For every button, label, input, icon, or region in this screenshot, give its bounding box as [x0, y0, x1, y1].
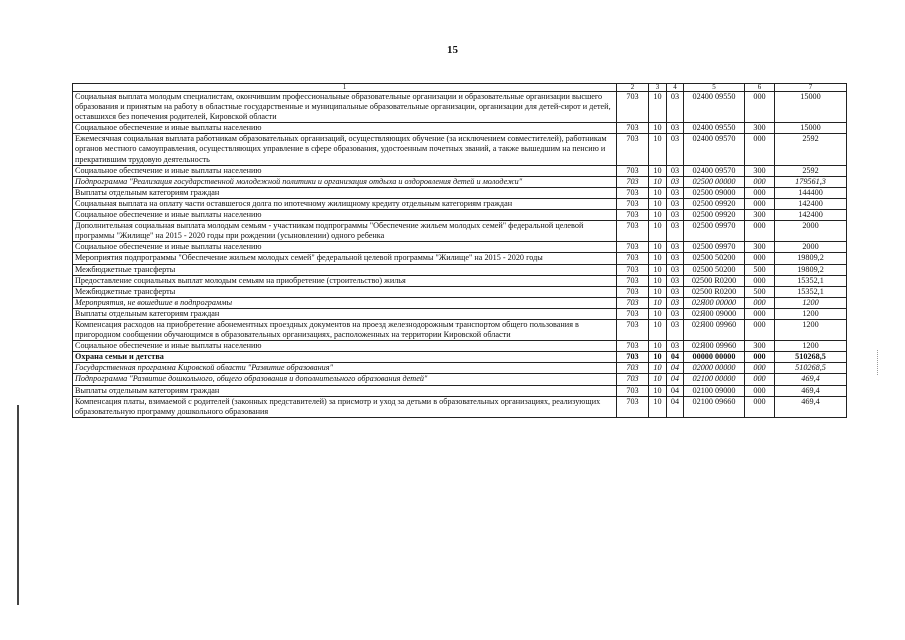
- amount-cell: 142400: [775, 198, 847, 209]
- row-name-cell: Ежемесячная социальная выплата работникам образовательных организаций, осуществляющих обучение (за исключением совместителей), работникам органов местного самоуправления, осуществляющих управление в сфере образования, удостоенным почетных званий, а также вышедшим на пенсию и прекратившим трудовую деятельность: [73, 134, 617, 165]
- ministry-code-cell: 703: [617, 385, 649, 396]
- expense-type-cell: 000: [745, 374, 775, 385]
- amount-cell: 15000: [775, 92, 847, 123]
- section-code-cell: 10: [649, 308, 667, 319]
- ministry-code-cell: 703: [617, 286, 649, 297]
- section-code-cell: 10: [649, 396, 667, 417]
- target-article-cell: 02Я00 00000: [684, 297, 745, 308]
- ministry-code-cell: 703: [617, 92, 649, 123]
- row-name-cell: Государственная программа Кировской области "Развитие образования": [73, 363, 617, 374]
- target-article-cell: 02500 09970: [684, 242, 745, 253]
- target-article-cell: 02400 09550: [684, 123, 745, 134]
- row-name-cell: Социальное обеспечение и иные выплаты населению: [73, 123, 617, 134]
- row-name-cell: Компенсация расходов на приобретение абонементных проездных документов на проезд железнодорожным транспортом общего пользования в пригородном сообщении обучающимся в образовательных организациях, расположенных на территории Кировской области: [73, 319, 617, 340]
- ministry-code-cell: 703: [617, 341, 649, 352]
- section-code-cell: 10: [649, 242, 667, 253]
- ministry-code-cell: 703: [617, 165, 649, 176]
- ministry-code-cell: 703: [617, 363, 649, 374]
- section-code-cell: 10: [649, 275, 667, 286]
- section-code-cell: 10: [649, 297, 667, 308]
- subsection-code-cell: 03: [667, 165, 684, 176]
- target-article-cell: 02400 09570: [684, 134, 745, 165]
- target-article-cell: 02400 09550: [684, 92, 745, 123]
- column-number: 5: [684, 84, 745, 92]
- subsection-code-cell: 04: [667, 385, 684, 396]
- target-article-cell: 02500 09000: [684, 187, 745, 198]
- section-code-cell: 10: [649, 374, 667, 385]
- subsection-code-cell: 03: [667, 308, 684, 319]
- target-article-cell: 02500 50200: [684, 264, 745, 275]
- ministry-code-cell: 703: [617, 275, 649, 286]
- section-code-cell: 10: [649, 319, 667, 340]
- subsection-code-cell: 03: [667, 286, 684, 297]
- target-article-cell: 02500 09920: [684, 198, 745, 209]
- table-row: [73, 210, 847, 221]
- ministry-code-cell: 703: [617, 319, 649, 340]
- table-row: [73, 363, 847, 374]
- section-code-cell: 10: [649, 385, 667, 396]
- amount-cell: 2592: [775, 134, 847, 165]
- ministry-code-cell: 703: [617, 352, 649, 363]
- section-code-cell: 10: [649, 253, 667, 264]
- table-row: [73, 308, 847, 319]
- row-name-cell: Компенсация платы, взимаемой с родителей (законных представителей) за присмотр и уход за детьми в образовательных организациях, реализующих образовательную программу дошкольного образования: [73, 396, 617, 417]
- budget-table: [72, 83, 847, 418]
- subsection-code-cell: 03: [667, 275, 684, 286]
- expense-type-cell: 000: [745, 385, 775, 396]
- ministry-code-cell: 703: [617, 297, 649, 308]
- section-code-cell: 10: [649, 210, 667, 221]
- column-number: 6: [745, 84, 775, 92]
- subsection-code-cell: 04: [667, 363, 684, 374]
- amount-cell: 510268,5: [775, 352, 847, 363]
- target-article-cell: 02500 50200: [684, 253, 745, 264]
- column-number: 7: [775, 84, 847, 92]
- subsection-code-cell: 03: [667, 341, 684, 352]
- ministry-code-cell: 703: [617, 210, 649, 221]
- ministry-code-cell: 703: [617, 264, 649, 275]
- row-name-cell: Межбюджетные трансферты: [73, 286, 617, 297]
- subsection-code-cell: 03: [667, 253, 684, 264]
- table-row: [73, 165, 847, 176]
- amount-cell: 1200: [775, 319, 847, 340]
- column-number: 4: [667, 84, 684, 92]
- row-name-cell: Охрана семьи и детства: [73, 352, 617, 363]
- expense-type-cell: 000: [745, 275, 775, 286]
- row-name-cell: Социальное обеспечение и иные выплаты населению: [73, 210, 617, 221]
- section-code-cell: 10: [649, 134, 667, 165]
- target-article-cell: 02Я00 09000: [684, 308, 745, 319]
- section-code-cell: 10: [649, 198, 667, 209]
- page-number: 15: [447, 44, 458, 56]
- row-name-cell: Дополнительная социальная выплата молодым семьям - участникам подпрограммы "Обеспечение жильем молодых семей" федеральной целевой программы "Жилище" на 2015 - 2020 годы при рождении (усыновлении) одного ребенка: [73, 221, 617, 242]
- expense-type-cell: 000: [745, 198, 775, 209]
- table-row: [73, 286, 847, 297]
- amount-cell: 1200: [775, 341, 847, 352]
- section-code-cell: 10: [649, 92, 667, 123]
- subsection-code-cell: 04: [667, 396, 684, 417]
- amount-cell: 142400: [775, 210, 847, 221]
- subsection-code-cell: 03: [667, 297, 684, 308]
- table-row: [73, 275, 847, 286]
- table-row: [73, 341, 847, 352]
- amount-cell: 19809,2: [775, 253, 847, 264]
- table-row: [73, 92, 847, 123]
- amount-cell: 19809,2: [775, 264, 847, 275]
- subsection-code-cell: 03: [667, 210, 684, 221]
- subsection-code-cell: 03: [667, 123, 684, 134]
- expense-type-cell: 300: [745, 165, 775, 176]
- ministry-code-cell: 703: [617, 242, 649, 253]
- section-code-cell: 10: [649, 286, 667, 297]
- section-code-cell: 10: [649, 264, 667, 275]
- section-code-cell: 10: [649, 221, 667, 242]
- expense-type-cell: 000: [745, 221, 775, 242]
- column-number: 2: [617, 84, 649, 92]
- subsection-code-cell: 03: [667, 198, 684, 209]
- target-article-cell: 02400 09570: [684, 165, 745, 176]
- subsection-code-cell: 03: [667, 176, 684, 187]
- ministry-code-cell: 703: [617, 134, 649, 165]
- row-name-cell: Межбюджетные трансферты: [73, 264, 617, 275]
- section-code-cell: 10: [649, 352, 667, 363]
- amount-cell: 2000: [775, 221, 847, 242]
- row-name-cell: Предоставление социальных выплат молодым семьям на приобретение (строительство) жилья: [73, 275, 617, 286]
- expense-type-cell: 000: [745, 297, 775, 308]
- budget-table-container: [72, 83, 846, 418]
- table-row: [73, 319, 847, 340]
- target-article-cell: 02500 09970: [684, 221, 745, 242]
- amount-cell: 2000: [775, 242, 847, 253]
- target-article-cell: 02Я00 09960: [684, 341, 745, 352]
- subsection-code-cell: 03: [667, 242, 684, 253]
- ministry-code-cell: 703: [617, 123, 649, 134]
- amount-cell: 1200: [775, 308, 847, 319]
- table-row: [73, 385, 847, 396]
- row-name-cell: Подпрограмма "Реализация государственной молодежной политики и организация отдыха и оздоровления детей и молодежи": [73, 176, 617, 187]
- amount-cell: 2592: [775, 165, 847, 176]
- target-article-cell: 02500 09920: [684, 210, 745, 221]
- row-name-cell: Выплаты отдельным категориям граждан: [73, 385, 617, 396]
- subsection-code-cell: 04: [667, 352, 684, 363]
- expense-type-cell: 000: [745, 187, 775, 198]
- amount-cell: 1200: [775, 297, 847, 308]
- section-code-cell: 10: [649, 187, 667, 198]
- expense-type-cell: 300: [745, 210, 775, 221]
- row-name-cell: Мероприятия, не вошедшие в подпрограммы: [73, 297, 617, 308]
- table-row: [73, 187, 847, 198]
- expense-type-cell: 000: [745, 134, 775, 165]
- amount-cell: 15000: [775, 123, 847, 134]
- ministry-code-cell: 703: [617, 396, 649, 417]
- ministry-code-cell: 703: [617, 374, 649, 385]
- section-code-cell: 10: [649, 176, 667, 187]
- column-number: 3: [649, 84, 667, 92]
- subsection-code-cell: 03: [667, 134, 684, 165]
- table-row: [73, 134, 847, 165]
- subsection-code-cell: 03: [667, 319, 684, 340]
- table-row: [73, 352, 847, 363]
- table-row: [73, 396, 847, 417]
- expense-type-cell: 000: [745, 363, 775, 374]
- column-number-row: [73, 84, 847, 92]
- expense-type-cell: 000: [745, 176, 775, 187]
- expense-type-cell: 500: [745, 286, 775, 297]
- expense-type-cell: 000: [745, 308, 775, 319]
- table-row: [73, 253, 847, 264]
- amount-cell: 179561,3: [775, 176, 847, 187]
- expense-type-cell: 000: [745, 92, 775, 123]
- target-article-cell: 02Я00 09960: [684, 319, 745, 340]
- row-name-cell: Социальная выплата молодым специалистам, окончившим профессиональные образовательные организации и образовательные организации высшего образования и принятым на работу в областные государственные и муниципальные образовательные организации, организации для детей-сирот и детей, оставшихся без попечения родителей, Кировской области: [73, 92, 617, 123]
- subsection-code-cell: 03: [667, 221, 684, 242]
- row-name-cell: Выплаты отдельным категориям граждан: [73, 187, 617, 198]
- amount-cell: 144400: [775, 187, 847, 198]
- section-code-cell: 10: [649, 341, 667, 352]
- table-row: [73, 221, 847, 242]
- target-article-cell: 02500 00000: [684, 176, 745, 187]
- scan-speck: [877, 350, 879, 375]
- row-name-cell: Подпрограмма "Развитие дошкольного, общего образования и дополнительного образования детей": [73, 374, 617, 385]
- scan-edge-line: [17, 405, 19, 605]
- expense-type-cell: 000: [745, 396, 775, 417]
- amount-cell: 15352,1: [775, 275, 847, 286]
- ministry-code-cell: 703: [617, 176, 649, 187]
- row-name-cell: Мероприятия подпрограммы "Обеспечение жильем молодых семей" федеральной целевой программы "Жилище" на 2015 - 2020 годы: [73, 253, 617, 264]
- expense-type-cell: 000: [745, 352, 775, 363]
- expense-type-cell: 000: [745, 319, 775, 340]
- row-name-cell: Социальное обеспечение и иные выплаты населению: [73, 341, 617, 352]
- ministry-code-cell: 703: [617, 198, 649, 209]
- target-article-cell: 00000 00000: [684, 352, 745, 363]
- table-row: [73, 242, 847, 253]
- row-name-cell: Социальное обеспечение и иные выплаты населению: [73, 242, 617, 253]
- target-article-cell: 02000 00000: [684, 363, 745, 374]
- ministry-code-cell: 703: [617, 221, 649, 242]
- subsection-code-cell: 03: [667, 187, 684, 198]
- row-name-cell: Социальное обеспечение и иные выплаты населению: [73, 165, 617, 176]
- target-article-cell: 02500 R0200: [684, 275, 745, 286]
- expense-type-cell: 300: [745, 123, 775, 134]
- target-article-cell: 02100 09000: [684, 385, 745, 396]
- budget-table-body: [73, 84, 847, 418]
- table-row: [73, 176, 847, 187]
- amount-cell: 469,4: [775, 374, 847, 385]
- table-row: [73, 198, 847, 209]
- amount-cell: 469,4: [775, 385, 847, 396]
- section-code-cell: 10: [649, 363, 667, 374]
- amount-cell: 15352,1: [775, 286, 847, 297]
- amount-cell: 469,4: [775, 396, 847, 417]
- table-row: [73, 297, 847, 308]
- ministry-code-cell: 703: [617, 187, 649, 198]
- table-row: [73, 374, 847, 385]
- target-article-cell: 02100 09660: [684, 396, 745, 417]
- section-code-cell: 10: [649, 123, 667, 134]
- table-row: [73, 264, 847, 275]
- amount-cell: 510268,5: [775, 363, 847, 374]
- row-name-cell: Социальная выплата на оплату части оставшегося долга по ипотечному жилищному кредиту отдельным категориям граждан: [73, 198, 617, 209]
- target-article-cell: 02500 R0200: [684, 286, 745, 297]
- ministry-code-cell: 703: [617, 308, 649, 319]
- expense-type-cell: 300: [745, 341, 775, 352]
- subsection-code-cell: 03: [667, 92, 684, 123]
- expense-type-cell: 500: [745, 264, 775, 275]
- expense-type-cell: 300: [745, 242, 775, 253]
- table-row: [73, 123, 847, 134]
- row-name-cell: Выплаты отдельным категориям граждан: [73, 308, 617, 319]
- subsection-code-cell: 04: [667, 374, 684, 385]
- section-code-cell: 10: [649, 165, 667, 176]
- target-article-cell: 02100 00000: [684, 374, 745, 385]
- column-number: 1: [73, 84, 617, 92]
- ministry-code-cell: 703: [617, 253, 649, 264]
- subsection-code-cell: 03: [667, 264, 684, 275]
- expense-type-cell: 000: [745, 253, 775, 264]
